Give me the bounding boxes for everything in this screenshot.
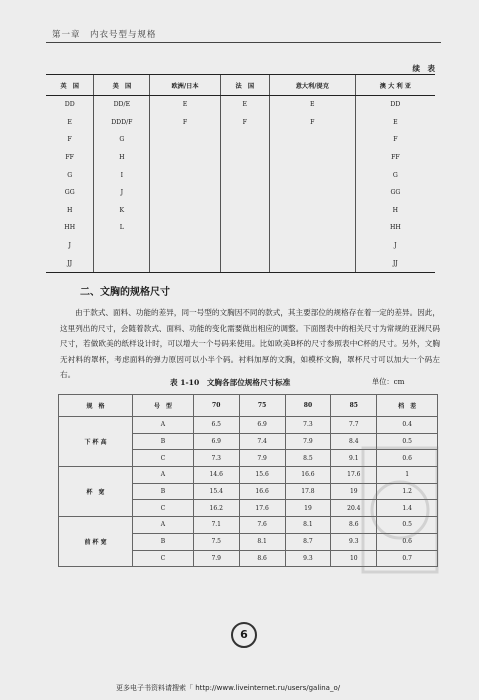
table-cell: F <box>269 114 355 132</box>
table-cell <box>269 131 355 149</box>
table-cell: DDD/F <box>94 114 150 132</box>
chapter-header: 第一章 内衣号型与规格 <box>52 30 157 40</box>
table-cell <box>150 254 220 272</box>
table-row <box>46 184 435 202</box>
table-cell <box>269 166 355 184</box>
table-cell: 8.5 <box>285 450 331 467</box>
table-unit: 单位：cm <box>372 377 405 386</box>
table-cell <box>220 184 269 202</box>
table-cell: 10 <box>331 550 377 567</box>
table-cell: 15.6 <box>239 467 285 484</box>
column-header: 75 <box>239 395 285 417</box>
table-cell <box>150 184 220 202</box>
table-cell: G <box>355 166 435 184</box>
table-cell: 0.7 <box>377 550 438 567</box>
group-label: 杯 宽 <box>59 467 133 517</box>
table-cell <box>150 166 220 184</box>
table-cell <box>269 219 355 237</box>
table-cell: GG <box>64 189 75 197</box>
section-paragraph: 由于款式、面料、功能的差异，同一号型的文胸因不同的款式，其主要部位的规格存在着一定的差异。因此，这里列出的尺寸，会随着款式、面料、功能的变化需要做出相应的调整。下面图表中的相关尺寸为常规的亚洲尺码尺寸，若做欧美的纸样设计时，可以增大一个号码来使用。比如欧美B杯的尺寸参照表中C杯的尺寸。另外，文胸无衬料的罩杯，考虑面料的弹力原因可以小半个码。衬料加厚的文胸，如模杯文胸，罩杯尺寸可以加大一个码左右。 <box>60 308 440 379</box>
table-cell: 7.4 <box>239 433 285 450</box>
table-cell: E <box>67 118 72 126</box>
table-cell: 7.9 <box>193 550 239 567</box>
table-cell: 16.6 <box>285 467 331 484</box>
table-cell: 9.3 <box>285 550 331 567</box>
table-cell: 6.9 <box>239 417 285 434</box>
table-cell: 7.3 <box>193 450 239 467</box>
table-cell <box>269 202 355 220</box>
table-cell: 20.4 <box>331 500 377 517</box>
table-cell: H <box>355 202 435 220</box>
table-cell: 0.6 <box>377 533 438 550</box>
table-cell: G <box>94 131 150 149</box>
table-cell: 19 <box>331 483 377 500</box>
table-cell: F <box>67 136 72 144</box>
header-rule <box>46 42 441 43</box>
table-cell: 7.9 <box>239 450 285 467</box>
column-header: 法 国 <box>220 75 269 96</box>
table-cell <box>220 237 269 255</box>
table-cell <box>220 166 269 184</box>
group-label: 前 杯 宽 <box>59 517 133 567</box>
table-cell: C <box>133 550 194 567</box>
table-cell: C <box>133 450 194 467</box>
table-cell <box>150 131 220 149</box>
table-cell: H <box>66 206 73 214</box>
table-caption: 表 1-10 文胸各部位规格尺寸标准 <box>170 378 291 387</box>
table-cell: 16.2 <box>193 500 239 517</box>
table-cell: A <box>133 517 194 534</box>
table-cell: 0.5 <box>377 433 438 450</box>
table-cell <box>220 149 269 167</box>
table-cell: 9.1 <box>331 450 377 467</box>
table-cell: 15.4 <box>193 483 239 500</box>
section-title: 二、文胸的规格尺寸 <box>80 287 170 298</box>
table-cell: 17.8 <box>285 483 331 500</box>
table-row <box>46 96 435 114</box>
table-cell: DD <box>64 101 75 109</box>
table-cell <box>150 237 220 255</box>
table-cell: JJ <box>46 254 94 272</box>
table-cell: DD/E <box>94 96 150 114</box>
table-cell: GG <box>355 184 435 202</box>
table-continued-label: 续 表 <box>412 64 435 73</box>
table-row <box>46 254 435 272</box>
table-cell: 1 <box>377 467 438 484</box>
table-cell: G <box>67 171 73 179</box>
table-cell: B <box>133 433 194 450</box>
table-cell: FF <box>65 154 74 162</box>
table-cell <box>220 202 269 220</box>
table-cell: J <box>355 237 435 255</box>
column-header: 欧洲/日本 <box>150 75 220 96</box>
table-cell: E <box>220 96 269 114</box>
column-header: 英 国 <box>46 75 94 96</box>
group-label: 下 杯 高 <box>59 417 133 467</box>
table-cell <box>94 254 150 272</box>
column-header: 档 差 <box>377 395 438 417</box>
table-cell: A <box>133 417 194 434</box>
table-cell: I <box>94 166 150 184</box>
table-row <box>46 202 435 220</box>
table-cell: 1.4 <box>377 500 438 517</box>
table-cell: K <box>94 202 150 220</box>
table-cell <box>220 219 269 237</box>
table-cell: 14.6 <box>193 467 239 484</box>
table-cell: HH <box>355 219 435 237</box>
table-cell: H <box>94 149 150 167</box>
table-cell: 17.6 <box>239 500 285 517</box>
table-cell <box>220 131 269 149</box>
table-cell: JJ <box>355 254 435 272</box>
table-row <box>46 149 435 167</box>
column-header: 澳 大 利 亚 <box>355 75 435 96</box>
table-cell: F <box>150 114 220 132</box>
table-cell: 7.9 <box>285 433 331 450</box>
table-cell: E <box>269 96 355 114</box>
size-conversion-table <box>46 74 435 273</box>
column-header: 意大利/提克 <box>269 75 355 96</box>
table-cell: HH <box>64 224 76 232</box>
table-cell: 0.4 <box>377 417 438 434</box>
table-cell: F <box>220 114 269 132</box>
table-row <box>46 166 435 184</box>
table-row <box>59 417 438 434</box>
table-cell: 0.5 <box>377 517 438 534</box>
table-cell <box>150 219 220 237</box>
column-header: 规 格 <box>59 395 133 417</box>
table-cell: J <box>94 184 150 202</box>
column-header: 70 <box>193 395 239 417</box>
page-number: 6 <box>231 622 257 648</box>
table-cell: E <box>355 114 435 132</box>
table-cell: J <box>68 242 71 250</box>
table-cell: 6.9 <box>193 433 239 450</box>
table-cell: 0.6 <box>377 450 438 467</box>
table-cell: 8.6 <box>331 517 377 534</box>
table-cell: L <box>94 219 150 237</box>
table-cell: F <box>355 131 435 149</box>
table-cell: 8.6 <box>239 550 285 567</box>
column-header: 号 型 <box>133 395 194 417</box>
table-cell: 19 <box>285 500 331 517</box>
table-row <box>46 131 435 149</box>
table-cell: 7.7 <box>331 417 377 434</box>
table-cell: 16.6 <box>239 483 285 500</box>
table-cell: 7.6 <box>239 517 285 534</box>
footer-link-text[interactable]: 更多电子书资料请搜索「 http://www.liveinternet.ru/users/galina_o/ <box>116 684 341 692</box>
table-cell: E <box>150 96 220 114</box>
column-header: 美 国 <box>94 75 150 96</box>
table-cell: 7.3 <box>285 417 331 434</box>
table-cell <box>269 149 355 167</box>
table-row <box>46 114 435 132</box>
table-cell: 7.5 <box>193 533 239 550</box>
table-cell: B <box>133 483 194 500</box>
table-cell: 9.3 <box>331 533 377 550</box>
column-header: 80 <box>285 395 331 417</box>
watermark-seal <box>355 440 445 580</box>
table-cell <box>269 254 355 272</box>
table-cell: 8.1 <box>285 517 331 534</box>
table-cell: DD <box>355 96 435 114</box>
table-cell: C <box>133 500 194 517</box>
table-cell <box>150 202 220 220</box>
table-cell: A <box>133 467 194 484</box>
table-cell: 1.2 <box>377 483 438 500</box>
table-cell <box>94 237 150 255</box>
table-cell: 17.6 <box>331 467 377 484</box>
table-cell: 7.1 <box>193 517 239 534</box>
table-cell <box>269 237 355 255</box>
table-cell: FF <box>355 149 435 167</box>
table-cell: B <box>133 533 194 550</box>
table-cell <box>150 149 220 167</box>
table-cell <box>269 184 355 202</box>
table-row <box>46 219 435 237</box>
table-cell: 8.1 <box>239 533 285 550</box>
column-header: 85 <box>331 395 377 417</box>
table-cell: 6.5 <box>193 417 239 434</box>
table-row <box>46 237 435 255</box>
table-cell: 8.4 <box>331 433 377 450</box>
table-cell: 8.7 <box>285 533 331 550</box>
table-cell <box>220 254 269 272</box>
